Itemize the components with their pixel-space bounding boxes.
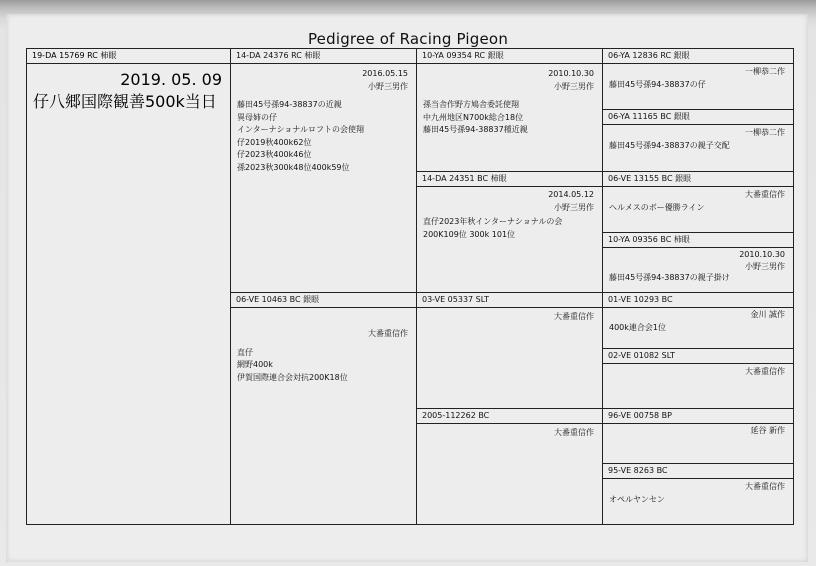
dsd-cell [603,349,793,409]
sire-note: 仔2019秋400k62位 [237,137,312,147]
sd-note: 直仔2023年秋インターナショナルの会 [423,217,563,226]
ddd-breeder: 大番重信作 [745,482,785,491]
ddd-note: オペルヤンセン [609,494,665,504]
dss-ring: 01-VE 10293 BC [603,293,793,308]
dam-cell [231,293,416,524]
sd-ring: 14-DA 24351 BC 柿眼 [417,172,602,187]
sd-date: 2014.05.12 [548,190,594,199]
dd-cell [417,409,602,524]
dam-note: 伊賀国際連合会対抗200K18位 [237,372,348,382]
sdd-ring: 10-YA 09356 BC 柿眼 [603,233,793,248]
pedigree-table [26,48,794,525]
sire-cell [231,49,416,293]
ss-breeder: 小野三男作 [554,81,594,91]
dd-ring: 2005-112262 BC [417,409,602,424]
sds-breeder: 大番重信作 [745,190,785,199]
dam-note: 網野400k [237,360,273,369]
ss-note: 中九州地区N700k総合18位 [423,112,524,122]
sd-note: 200K109位 300k 101位 [423,229,516,239]
sire-date: 2016.05.15 [362,69,408,78]
document-title: Pedigree of Racing Pigeon [307,30,509,48]
ds-ring: 03-VE 05337 SLT [417,293,602,308]
dam-ring: 06-VE 10463 BC 銀眼 [231,293,416,308]
sdd-cell [603,233,793,293]
subject-date: 2019. 05. 09 [120,70,222,89]
sire-note: 孫2023秋300k48位400k59位 [237,162,350,172]
sss-breeder: 一柳恭二作 [745,67,785,76]
sdd-breeder: 小野三男作 [745,261,785,271]
ssd-note: 藤田45号孫94-38837の親子交配 [609,140,730,150]
ssd-ring: 06-YA 11165 BC 銀眼 [603,110,793,125]
sss-cell [603,49,793,110]
dam-note: 直仔 [237,347,253,357]
sire-breeder: 小野三男作 [368,81,408,91]
ddd-cell [603,464,793,524]
sds-note: ヘルメスのボー優勝ライン [609,202,705,212]
ss-note: 孫当舎作野方鳩舎委託使翔 [423,100,519,109]
sss-ring: 06-YA 12836 RC 銀眼 [603,49,793,64]
sire-note: インターナショナルロフトの会使翔 [237,125,364,134]
dam-breeder: 大番重信作 [368,329,408,338]
sd-breeder: 小野三男作 [554,202,594,212]
sdd-date: 2010.10.30 [739,250,785,259]
subject-ring: 19-DA 15769 RC 柿眼 [27,49,230,64]
ssd-cell [603,110,793,172]
ss-date: 2010.10.30 [548,69,594,78]
ssd-breeder: 一柳恭二作 [745,128,785,137]
ds-breeder: 大番重信作 [554,312,594,321]
subject-note: 仔八郷国際観善500k当日 [33,92,217,111]
dd-breeder: 大番重信作 [554,428,594,437]
sds-cell [603,172,793,233]
dss-breeder: 金川 誠作 [750,310,785,319]
column-grandparents [417,49,603,524]
ss-cell [417,49,602,172]
dds-cell [603,409,793,464]
sds-ring: 06-VE 13155 BC 銀眼 [603,172,793,187]
dss-cell [603,293,793,349]
sdd-note: 藤田45号孫94-38837の親子掛け [609,273,730,282]
sss-note: 藤田45号孫94-38837の仔 [609,79,706,89]
dsd-breeder: 大番重信作 [745,367,785,376]
column-subject [27,49,231,524]
sd-cell [417,172,602,293]
sire-ring: 14-DA 24376 RC 柿眼 [231,49,416,64]
dss-note: 400k連合会1位 [609,322,666,332]
ss-ring: 10-YA 09354 RC 銀眼 [417,49,602,64]
sire-note: 異母姉の仔 [237,112,277,122]
dds-breeder: 延谷 新作 [750,426,785,435]
sire-note: 仔2023秋400k46位 [237,150,312,159]
column-parents [231,49,417,524]
ds-cell [417,293,602,409]
column-great-grandparents [603,49,793,524]
ss-note: 藤田45号孫94-38837種近親 [423,125,528,134]
ddd-ring: 95-VE 8263 BC [603,464,793,479]
dsd-ring: 02-VE 01082 SLT [603,349,793,364]
sire-note: 藤田45号孫94-38837の近親 [237,100,342,109]
dds-ring: 96-VE 00758 BP [603,409,793,424]
